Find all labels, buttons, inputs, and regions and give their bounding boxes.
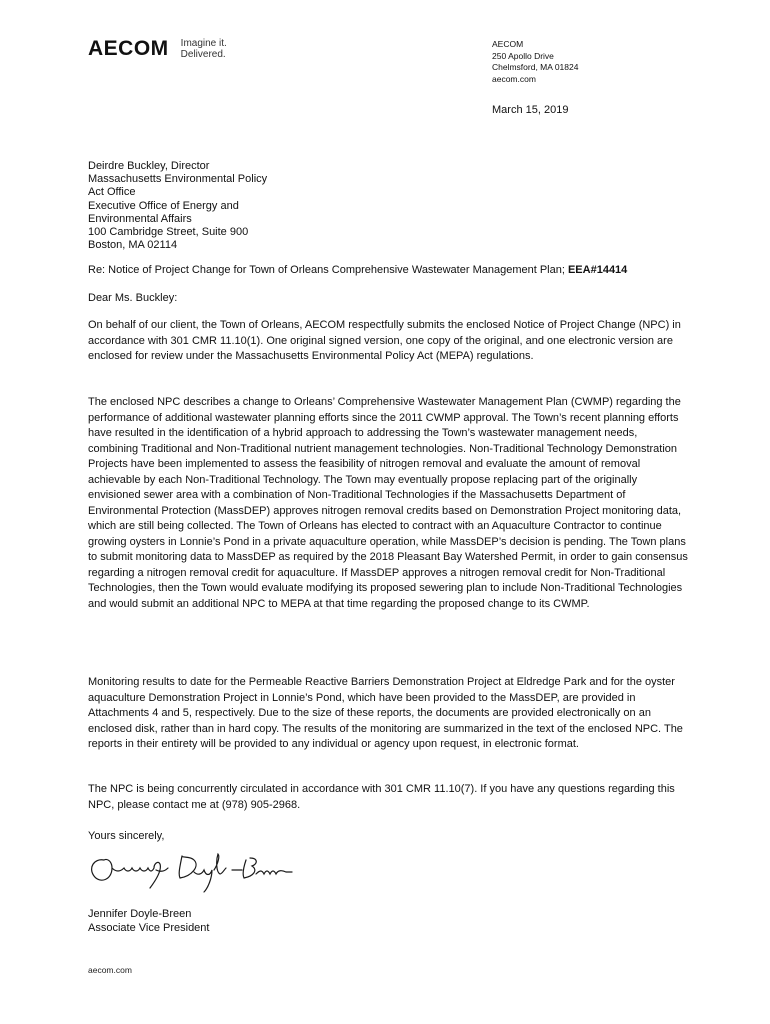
recipient-line: Deirdre Buckley, Director [88, 160, 210, 172]
recipient-address [88, 160, 267, 252]
signer-name: Jennifer Doyle-Breen [88, 908, 192, 920]
recipient-line: Boston, MA 02114 [88, 239, 178, 252]
body-paragraph: The enclosed NPC describes a change to Orleans’ Comprehensive Wastewater Management Plan (CWMP) regarding the performance of additional wastewater planning efforts since the 2011 CWMP approval. The Town’s recent planning efforts have resulted in the identification of a hybrid approach to addressing the Town’s wastewater management needs, combining Traditional and Non-Traditional nutrient management technologies. Non-Traditional Technology Demonstration Projects have been implemented to assess the feasibility of nitrogen removal and evaluate the amount of removal achievable by each Non-Traditional Technology. The Town may eventually propose replacing part of the originally envisioned sewer area with a combination of Non-Traditional Technologies if the Massachusetts Department of Environmental Protection (MassDEP) approves nitrogen removal credits based on Demonstration Project monitoring data, which are still being collected. The Town of Orleans has elected to contract with an Aquaculture Contractor to continue growing oysters in Lonnie’s Pond in a private aquaculture operation, while MassDEP’s decision is pending. The Town plans to submit monitoring data to MassDEP as required by the 2018 Pleasant Bay Watershed Permit, in order to gain consensus regarding a nitrogen removal credit for aquaculture. If MassDEP approves a nitrogen removal credit for Non-Traditional Technologies, then the Town would evaluate modifying its proposed sewering plan to include Non-Traditional Technologies and would submit an additional NPC to MEPA at that time regarding the proposed change to its CWMP. [88, 396, 688, 610]
sender-address [492, 39, 578, 85]
body-paragraph: On behalf of our client, the Town of Orleans, AECOM respectfully submits the enclosed Notice of Project Change (NPC) in accordance with 301 CMR 11.10(1). One original signed version, one copy of the original, and one electronic version are enclosed for review under the Massachusetts Environmental Policy Act (MEPA) regulations. [88, 319, 681, 362]
address-line: 250 Apollo Drive [492, 50, 554, 61]
closing: Yours sincerely, [88, 830, 165, 842]
body-paragraph: Monitoring results to date for the Permeable Reactive Barriers Demonstration Project at Eldredge Park and for the oyster aquaculture Demonstration Project in Lonnie’s Pond, which have been provided to the MassDEP, are provided in Attachments 4 and 5, respectively. Due to the size of these reports, the documents are provided electronically on an enclosed disk, rather than in hard copy. The results of the monitoring are summarized in the text of the enclosed NPC. The reports in their entirety will be provided to any individual or agency upon request, in electronic format. [88, 676, 683, 750]
logo-tagline [181, 38, 227, 60]
signer-title: Associate Vice President [88, 922, 210, 934]
recipient-line: Massachusetts Environmental Policy [88, 173, 268, 186]
recipient-line: Act Office [88, 186, 136, 199]
letter-date: March 15, 2019 [492, 104, 569, 116]
subject-text: Re: Notice of Project Change for Town of Orleans Comprehensive Wastewater Management Plan; [88, 264, 568, 276]
address-line: Chelmsford, MA 01824 [492, 62, 579, 72]
recipient-line: Executive Office of Energy and [88, 199, 239, 212]
address-line: AECOM [492, 39, 524, 49]
handwritten-signature [86, 846, 296, 896]
subject-line [88, 264, 627, 276]
recipient-line: Environmental Affairs [88, 212, 192, 225]
recipient-line: 100 Cambridge Street, Suite 900 [88, 226, 249, 239]
tagline-line: Imagine it. [180, 38, 227, 49]
signer-block [88, 907, 209, 935]
footer-website: aecom.com [88, 965, 132, 975]
subject-reference: EEA#14414 [567, 264, 628, 276]
logo-wordmark: AECOM [88, 37, 169, 60]
salutation: Dear Ms. Buckley: [88, 292, 178, 304]
address-line: aecom.com [492, 73, 536, 84]
company-logo [88, 37, 227, 61]
body-paragraph: The NPC is being concurrently circulated in accordance with 301 CMR 11.10(7). If you have any questions regarding this NPC, please contact me at (978) 905-2968. [88, 783, 675, 811]
tagline-line: Delivered. [180, 49, 226, 60]
